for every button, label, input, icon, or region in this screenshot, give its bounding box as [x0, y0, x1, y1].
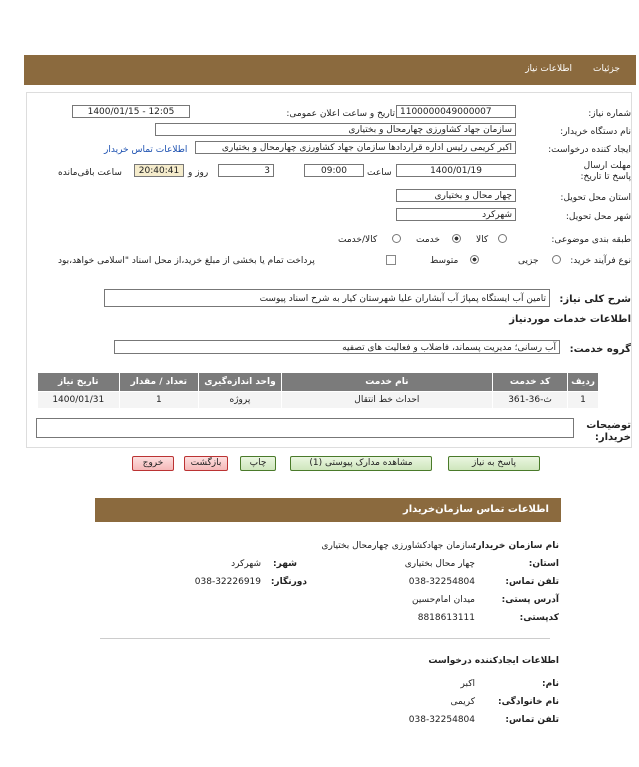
payment-note: پرداخت تمام یا بخشی از مبلغ خرید،از محل اسناد "اسلامی خواهد،بود — [58, 256, 315, 266]
attachments-button[interactable]: مشاهده مدارک پیوستی (1) — [290, 456, 432, 471]
process-option-minor: جزیی — [518, 256, 539, 266]
description-field: تامین آب ایستگاه پمپاژ آب آبشاران علیا شهرستان کیار به شرح اسناد پیوست — [104, 289, 550, 307]
cell-service-code: ث-36-361 — [492, 392, 567, 409]
category-option-service: خدمت — [416, 235, 440, 245]
day-label: روز و — [188, 168, 209, 178]
service-group-field: آب رسانی؛ مدیریت پسماند، فاضلاب و فعالیت های تصفیه — [114, 340, 560, 354]
need-number-label: شماره نیاز: — [588, 109, 631, 119]
phone-label: تلفن تماس: — [505, 577, 559, 587]
address-label: آدرس پستی: — [501, 595, 559, 605]
province-field: چهار محال و بختیاری — [396, 189, 516, 202]
creator-label: ایجاد کننده درخواست: — [548, 145, 631, 155]
category-radio-both[interactable] — [392, 234, 401, 243]
creator-phone-value: 038-32254804 — [408, 715, 475, 725]
services-table — [37, 372, 599, 409]
process-radio-minor[interactable] — [552, 255, 561, 264]
top-bar — [24, 55, 636, 85]
time-label: ساعت — [367, 168, 392, 178]
creator-info-header: اطلاعات ایجادکننده درخواست — [428, 656, 559, 666]
col-row: ردیف — [568, 373, 599, 392]
cell-unit: پروژه — [199, 392, 282, 409]
cell-need-date: 1400/01/31 — [38, 392, 120, 409]
contact-header-title: اطلاعات تماس سازمان‌خریدار — [402, 504, 549, 515]
col-quantity: تعداد / مقدار — [119, 373, 199, 392]
col-service-code: کد خدمت — [492, 373, 567, 392]
fax-value: 038-32226919 — [194, 577, 261, 587]
back-button[interactable]: بازگشت — [184, 456, 228, 471]
contact-header — [95, 498, 561, 522]
creator-phone-label: تلفن تماس: — [505, 715, 559, 725]
category-option-both: کالا/خدمت — [338, 235, 378, 245]
process-option-medium: متوسط — [430, 256, 459, 266]
table-row — [38, 392, 599, 409]
description-label: شرح کلی نیاز: — [559, 294, 631, 305]
announce-field: 1400/01/15 - 12:05 — [72, 105, 190, 118]
postal-label: کدپستی: — [519, 613, 559, 623]
contact-city-label: شهر: — [273, 559, 297, 569]
remaining-label: ساعت باقی‌مانده — [58, 168, 122, 178]
tab-details[interactable]: جزئیات — [593, 64, 620, 74]
buyer-org-label: نام دستگاه خریدار: — [560, 127, 631, 137]
col-unit: واحد اندازه‌گیری — [199, 373, 282, 392]
contact-province-value: چهار محال بختیاری — [404, 559, 475, 569]
phone-value: 038-32254804 — [408, 577, 475, 587]
table-header-row — [38, 373, 599, 392]
contact-province-label: استان: — [528, 559, 559, 569]
deadline-date-field: 1400/01/19 — [396, 164, 516, 177]
buyer-notes-field — [36, 418, 574, 438]
cell-service-name: احداث خط انتقال — [281, 392, 492, 409]
exit-button[interactable]: خروج — [132, 456, 174, 471]
category-label: طبقه بندی موضوعی: — [551, 235, 631, 245]
city-label: شهر محل تحویل: — [565, 212, 631, 222]
services-section-title: اطلاعات خدمات موردنیاز — [509, 314, 631, 325]
buyer-notes-label: توضیحات خریدار: — [586, 420, 631, 443]
service-group-label: گروه خدمت: — [569, 344, 631, 355]
city-field: شهرکرد — [396, 208, 516, 221]
remaining-time-field: 20:40:41 — [134, 164, 184, 177]
postal-value: 8818613111 — [417, 613, 475, 623]
days-field: 3 — [218, 164, 274, 177]
creator-field: اکبر کریمی رئیس اداره قراردادها سازمان جهاد کشاورزی چهارمحال و بختیاری — [195, 141, 516, 154]
deadline-time-field: 09:00 — [304, 164, 364, 177]
fax-label: دورنگار: — [270, 577, 307, 587]
contact-divider — [100, 638, 550, 639]
cell-row: 1 — [568, 392, 599, 409]
contact-city-value: شهرکرد — [231, 559, 261, 569]
payment-checkbox[interactable] — [386, 255, 396, 265]
need-number-field: 1100000049000007 — [396, 105, 516, 118]
category-option-goods: کالا — [476, 235, 489, 245]
print-button[interactable]: چاپ — [240, 456, 276, 471]
creator-family-label: نام خانوادگی: — [497, 697, 559, 707]
buyer-org-field: سازمان جهاد کشاورزی چهارمحال و بختیاری — [155, 123, 516, 136]
announce-label: تاریخ و ساعت اعلان عمومی: — [286, 109, 395, 119]
category-radio-service[interactable] — [452, 234, 461, 243]
cell-quantity: 1 — [119, 392, 199, 409]
creator-family-value: کریمی — [450, 697, 475, 707]
creator-name-value: اکبر — [460, 679, 475, 689]
reply-button[interactable]: پاسخ به نیاز — [448, 456, 540, 471]
process-radio-medium[interactable] — [470, 255, 479, 264]
deadline-label: مهلت ارسال پاسخ تا تاریخ: — [580, 161, 631, 182]
address-value: میدان امام‌حسین — [411, 595, 475, 605]
buyer-contact-link[interactable]: اطلاعات تماس خریدار — [104, 145, 188, 155]
process-label: نوع فرآیند خرید: — [570, 256, 631, 266]
category-radio-goods[interactable] — [498, 234, 507, 243]
tab-need-info[interactable]: اطلاعات نیاز — [525, 64, 572, 74]
buyer-name-label: نام سازمان خریدار: — [472, 541, 559, 551]
creator-name-label: نام: — [542, 679, 559, 689]
col-need-date: تاریخ نیاز — [38, 373, 120, 392]
buyer-name-value: سازمان جهادکشاورزی چهارمحال بختیاری — [321, 541, 475, 551]
province-label: استان محل تحویل: — [560, 193, 631, 203]
col-service-name: نام خدمت — [281, 373, 492, 392]
